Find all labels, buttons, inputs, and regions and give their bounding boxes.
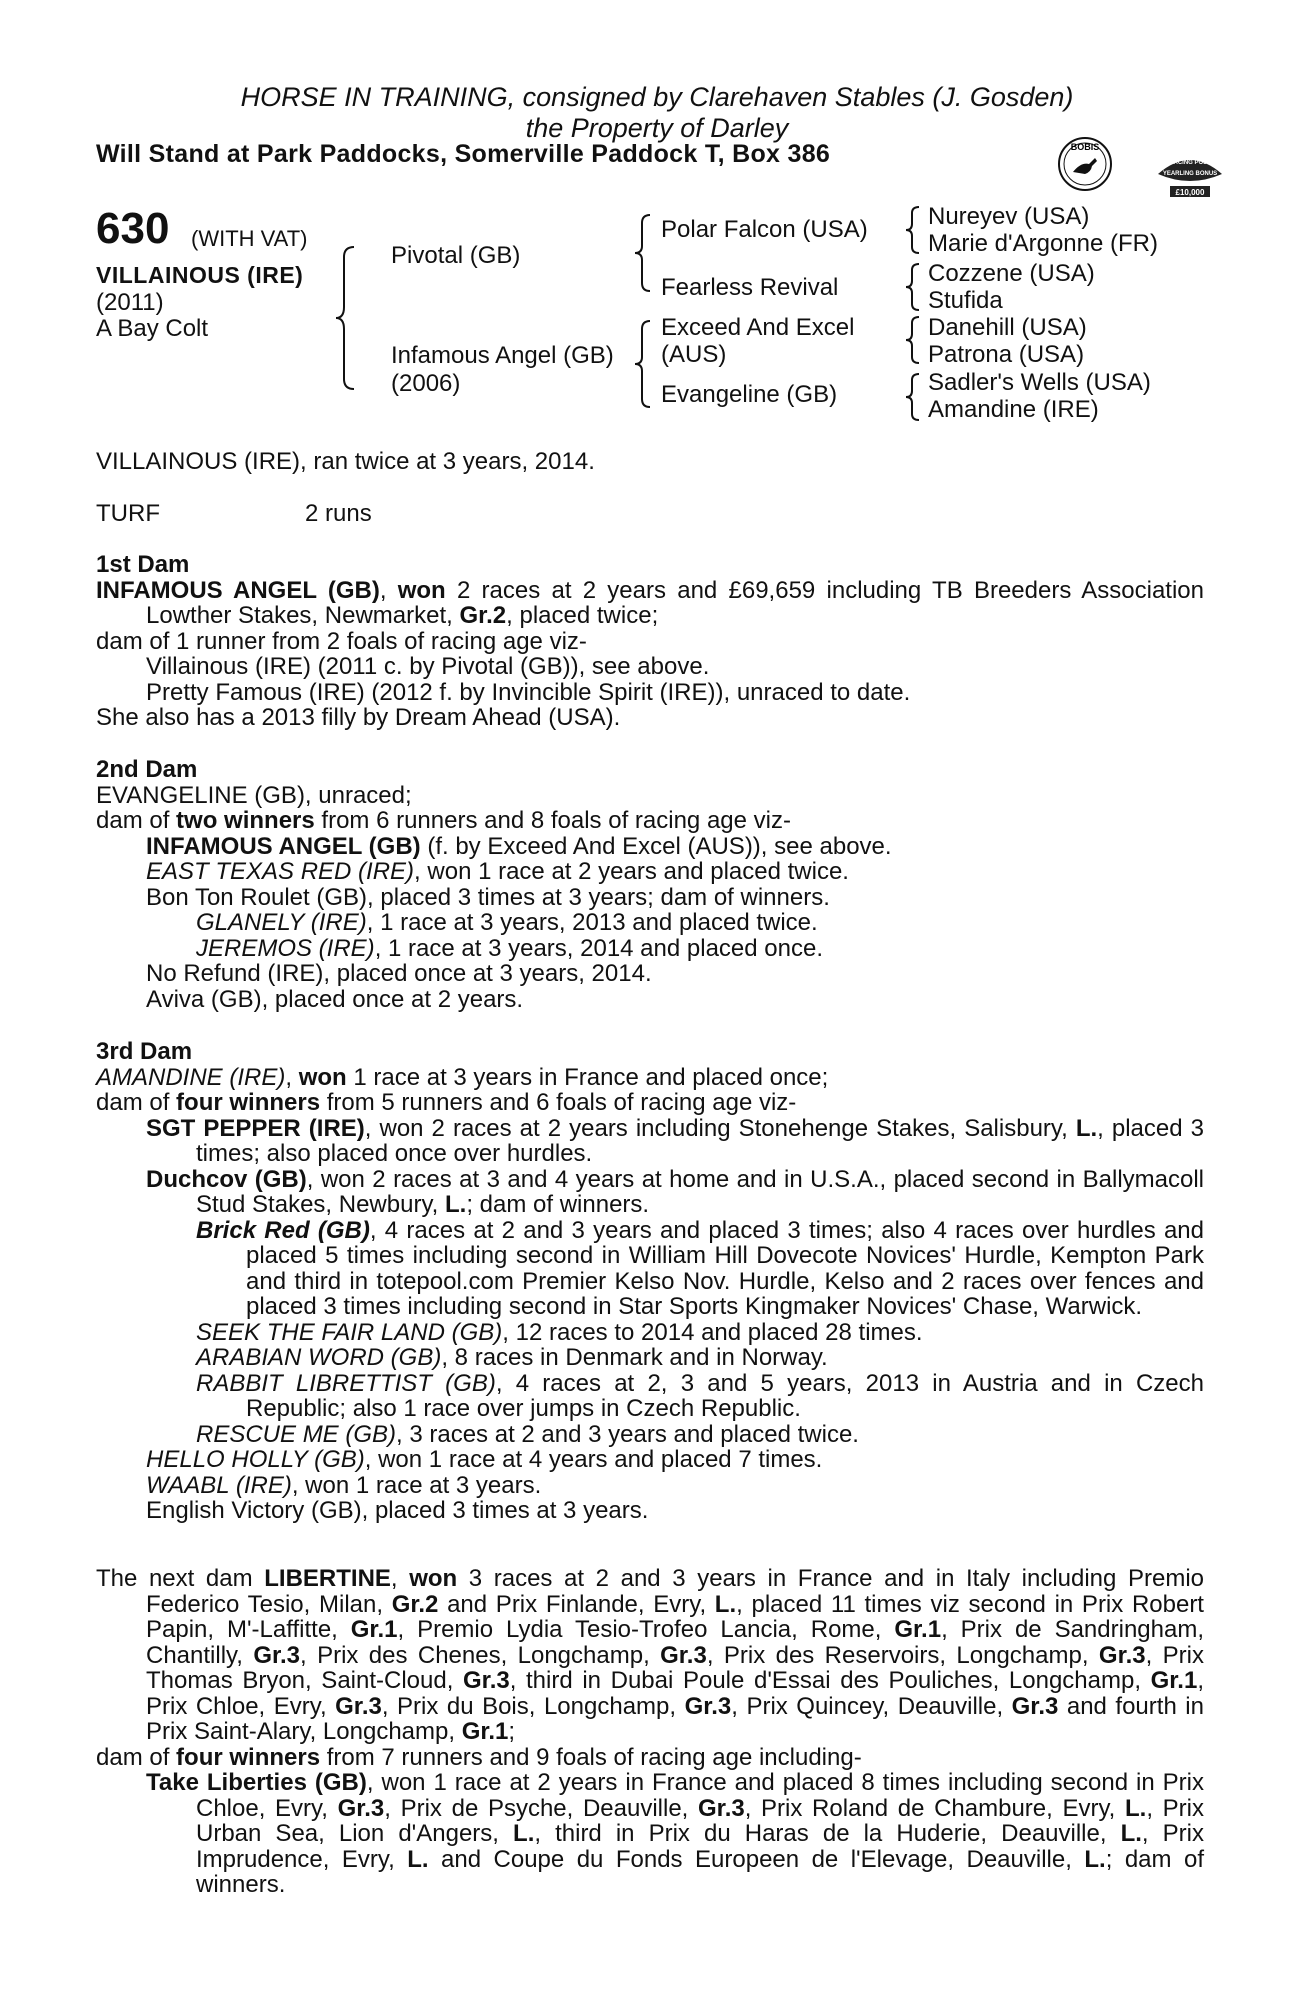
property-line: the Property of Darley [525, 113, 789, 143]
progeny-item: SEEK THE FAIR LAND (GB), 12 races to 2014 and placed 28 times. [196, 1318, 923, 1346]
progeny-item: Pretty Famous (IRE) (2012 f. by Invincible Spirit (IRE)), unraced to date. [146, 678, 911, 706]
lot-number: 630 [96, 204, 170, 253]
turf-runs: 2 runs [305, 500, 372, 527]
vat-label: (WITH VAT) [191, 226, 308, 251]
progeny-item: WAABL (IRE), won 1 race at 3 years. [146, 1471, 542, 1499]
progeny-item: EAST TEXAS RED (IRE), won 1 race at 2 years and placed twice. [146, 858, 849, 885]
dam-of-line: dam of four winners from 5 runners and 6 foals of racing age viz- [96, 1089, 797, 1116]
progeny-item: GLANELY (IRE), 1 race at 3 years, 2013 and placed twice. [196, 909, 818, 936]
progeny-item: English Victory (GB), placed 3 times at 3 years. [146, 1497, 649, 1524]
progeny-item: RESCUE ME (GB), 3 races at 2 and 3 years and placed twice. [196, 1420, 859, 1448]
pedigree-brace-g4 [904, 371, 922, 423]
progeny-item: RABBIT LIBRETTIST (GB), 4 races at 2, 3 and 5 years, 2013 in Austria and in Czech Republic; also 1 race over jumps in Czech Republic. [196, 1369, 1205, 1422]
dam-of-line: dam of 1 runner from 2 foals of racing age viz- [96, 627, 587, 655]
dam-record: AMANDINE (IRE), won 1 race at 3 years in France and placed once; [96, 1063, 829, 1091]
pedigree-brace-sire [633, 212, 653, 294]
race-summary: VILLAINOUS (IRE), ran twice at 3 years, 2014. [96, 448, 595, 475]
pedigree-sire-sire: Polar Falcon (USA) [661, 216, 868, 243]
progeny-item: Brick Red (GB), 4 races at 2 and 3 years and placed 3 times; also 4 races over hurdles and placed 5 times including second in William Hill Dovecote Novices' Hurdle, Kempton Park and third in totepool.com Premier Kelso Nov. Hurdle, Kelso and 2 races over fences and placed 3 times including second in Star Sports Kingmaker Novices' Chase, Warwick. [196, 1216, 1204, 1320]
progeny-item: ARABIAN WORD (GB), 8 races in Denmark and in Norway. [196, 1344, 828, 1371]
bobis-logo-icon [1055, 134, 1115, 194]
progeny-item: Duchcov (GB), won 2 races at 3 and 4 years at home and in U.S.A., placed second in Ballymacoll Stud Stakes, Newbury, L.; dam of winners. [146, 1165, 1204, 1218]
stand-location: Will Stand at Park Paddocks, Somerville Paddock T, Box 386 [96, 140, 831, 168]
section-heading: 1st Dam [96, 551, 190, 578]
pedigree-brace-g2 [904, 261, 922, 313]
pedigree-g3: Cozzene (USA) [928, 260, 1095, 287]
progeny-item: INFAMOUS ANGEL (GB) (f. by Exceed And Excel (AUS)), see above. [146, 832, 892, 860]
bonus-logo-mid-text: YEARLING BONUS [1162, 171, 1218, 177]
pedigree-dam-sire-line2: (AUS) [661, 341, 727, 368]
progeny-item: Villainous (IRE) (2011 c. by Pivotal (GB)), see above. [146, 653, 710, 680]
pedigree-dam-dam: Evangeline (GB) [661, 381, 838, 408]
bonus-logo-amount-text: £10,000 [1175, 188, 1205, 197]
pedigree-g8: Amandine (IRE) [928, 396, 1099, 423]
progeny-item: HELLO HOLLY (GB), won 1 race at 4 years and placed 7 times. [146, 1446, 823, 1473]
pedigree-brace-g1 [904, 204, 922, 256]
pedigree-g2: Marie d'Argonne (FR) [928, 230, 1158, 257]
pedigree-g4: Stufida [928, 287, 1003, 314]
pedigree-g5: Danehill (USA) [928, 314, 1087, 341]
bonus-logo-top-text: RACING POST [1169, 160, 1211, 166]
horse-description: A Bay Colt [96, 315, 209, 342]
progeny-item: JEREMOS (IRE), 1 race at 3 years, 2014 and placed once. [196, 934, 823, 962]
pedigree-g6: Patrona (USA) [928, 341, 1085, 368]
pedigree-g1: Nureyev (USA) [928, 203, 1090, 230]
consignor-line: HORSE IN TRAINING, consigned by Clarehaven Stables (J. Gosden) [240, 82, 1074, 112]
progeny-item: Bon Ton Roulet (GB), placed 3 times at 3 years; dam of winners. [146, 883, 830, 911]
section-heading: 3rd Dam [96, 1038, 193, 1065]
bobis-logo-text: BOBIS [1070, 142, 1100, 152]
dam-of-line: dam of two winners from 6 runners and 8 foals of racing age viz- [96, 807, 791, 834]
first-dam-section [96, 552, 1204, 731]
progeny-item: Take Liberties (GB), won 1 race at 2 years in France and placed 8 times including second in Prix Chloe, Evry, Gr.3, Prix de Psyche, Deauville, Gr.3, Prix Roland de Chambure, Evry, L., Prix Urban Sea, Lion d'Angers, L., third in Prix du Haras de la Huderie, Deauville, L., Prix Imprudence, Evry, L. and Coupe du Fonds Europeen de l'Elevage, Deauville, L.; dam of winners. [146, 1769, 1205, 1898]
third-dam-section [96, 1039, 1204, 1524]
pedigree-g7: Sadler's Wells (USA) [928, 369, 1151, 396]
dam-record: INFAMOUS ANGEL (GB), won 2 races at 2 years and £69,659 including TB Breeders Association Lowther Stakes, Newmarket, Gr.2, placed twice; [96, 576, 1204, 629]
also-line: She also has a 2013 filly by Dream Ahead (USA). [96, 704, 621, 731]
pedigree-dam-line2: (2006) [391, 370, 461, 397]
pedigree-sire-dam: Fearless Revival [661, 274, 839, 301]
pedigree-dam-sire-line1: Exceed And Excel [661, 314, 855, 341]
horse-name: VILLAINOUS (IRE) [96, 262, 304, 288]
section-heading: 2nd Dam [96, 756, 198, 783]
pedigree-dam-line1: Infamous Angel (GB) [391, 342, 614, 369]
turf-label: TURF [96, 500, 160, 527]
yearling-bonus-logo-icon [1150, 148, 1230, 200]
next-dam-section [96, 1566, 1204, 1898]
dam-of-line: dam of four winners from 7 runners and 9 foals of racing age including- [96, 1743, 862, 1771]
progeny-item: No Refund (IRE), placed once at 3 years, 2014. [146, 960, 652, 987]
progeny-item: SGT PEPPER (IRE), won 2 races at 2 years including Stonehenge Stakes, Salisbury, L., placed 3 times; also placed once over hurdles. [146, 1114, 1204, 1167]
second-dam-section [96, 757, 1204, 1012]
dam-record: The next dam LIBERTINE, won 3 races at 2 and 3 years in France and in Italy including Premio Federico Tesio, Milan, Gr.2 and Prix Finlande, Evry, L., placed 11 times viz second in Prix Robert Papin, M'-Laffitte, Gr.1, Premio Lydia Tesio-Trofeo Lancia, Rome, Gr.1, Prix de Sandringham, Chantilly, Gr.3, Prix des Chenes, Longchamp, Gr.3, Prix des Reservoirs, Longchamp, Gr.3, Prix Thomas Bryon, Saint-Cloud, Gr.3, third in Dubai Poule d'Essai des Pouliches, Longchamp, Gr.1, Prix Chloe, Evry, Gr.3, Prix du Bois, Longchamp, Gr.3, Prix Quincey, Deauville, Gr.3 and fourth in Prix Saint-Alary, Longchamp, Gr.1; [96, 1565, 1204, 1745]
pedigree-brace-gen1 [334, 243, 358, 393]
progeny-item: Aviva (GB), placed once at 2 years. [146, 985, 524, 1013]
horse-year: (2011) [96, 289, 164, 316]
pedigree-sire: Pivotal (GB) [391, 242, 521, 269]
pedigree-brace-dam [633, 318, 653, 410]
pedigree-brace-g3 [904, 314, 922, 366]
dam-record: EVANGELINE (GB), unraced; [96, 781, 412, 809]
